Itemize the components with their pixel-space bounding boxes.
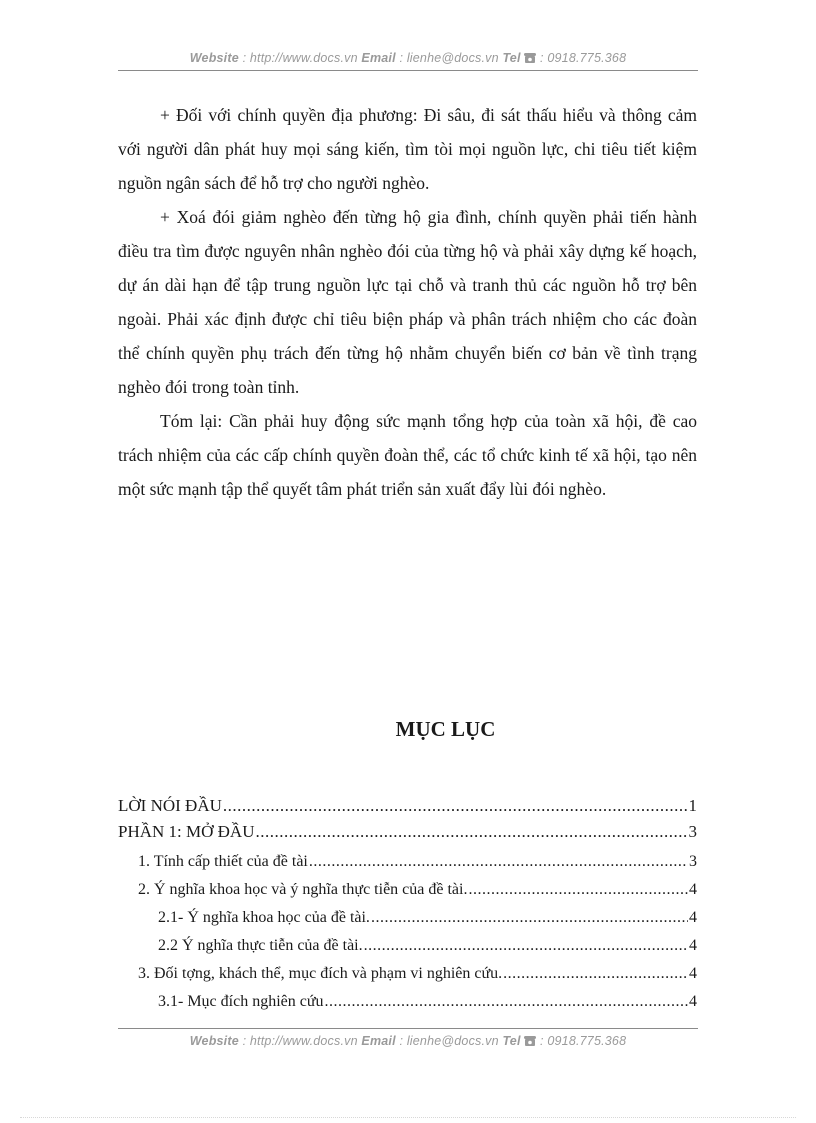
page-footer bbox=[118, 1034, 698, 1050]
phone-icon bbox=[524, 52, 536, 67]
header-rule bbox=[118, 70, 698, 71]
body-text bbox=[118, 98, 697, 506]
header-email-value: : lienhe@docs.vn bbox=[399, 51, 499, 65]
phone-icon bbox=[524, 1035, 536, 1050]
page-header bbox=[118, 51, 698, 67]
toc-entry[interactable] bbox=[118, 904, 697, 932]
footer-website-label: Website bbox=[189, 1034, 239, 1048]
toc-entry-label: 1. Tính cấp thiết của đề tài bbox=[138, 853, 308, 870]
toc-entry[interactable] bbox=[118, 988, 697, 1016]
toc-entry-leader bbox=[468, 876, 688, 904]
footer-tel-value: : 0918.775.368 bbox=[540, 1034, 627, 1048]
toc-entry-page: 4 bbox=[689, 993, 697, 1010]
header-website-label: Website bbox=[189, 51, 239, 65]
toc-entry-label: 2.2 Ý nghĩa thực tiễn của đề tài. bbox=[158, 937, 363, 954]
header-tel-label: Tel bbox=[502, 51, 521, 65]
toc-entry-page: 3 bbox=[689, 853, 697, 870]
toc-entry-label: 2.1- Ý nghĩa khoa học của đề tài. bbox=[158, 909, 370, 926]
toc-entry-leader bbox=[255, 822, 687, 842]
header-tel-value: : 0918.775.368 bbox=[540, 51, 627, 65]
toc-entry-label: 2. Ý nghĩa khoa học và ý nghĩa thực tiễn của đề tài. bbox=[138, 881, 468, 898]
toc-entry-leader bbox=[325, 988, 688, 1016]
toc-entry-page: 4 bbox=[689, 909, 697, 926]
footer-website-url: : http://www.docs.vn bbox=[242, 1034, 358, 1048]
header-email-label: Email bbox=[361, 51, 396, 65]
toc-entry-label: LỜI NÓI ĐẦU bbox=[118, 796, 222, 815]
toc-entry-leader bbox=[371, 904, 688, 932]
toc-entry[interactable] bbox=[118, 822, 697, 848]
header-website-url: : http://www.docs.vn bbox=[242, 51, 358, 65]
toc-entry-leader bbox=[503, 960, 688, 988]
toc-entry-label: 3.1- Mục đích nghiên cứu bbox=[158, 993, 324, 1010]
toc-entry-leader bbox=[223, 796, 688, 816]
toc-entry-label: 3. Đối tợng, khách thể, mục đích và phạm vi nghiên cứu. bbox=[138, 965, 503, 982]
toc-entry-leader bbox=[309, 848, 688, 876]
footer-tel-label: Tel bbox=[502, 1034, 521, 1048]
paragraph-poverty-reduction: + Xoá đói giảm nghèo đến từng hộ gia đình, chính quyền phải tiến hành điều tra tìm được nguyên nhân nghèo đói của từng hộ và phải xây dựng kế hoạch, dự án dài hạn để tập trung nguồn lực tại chỗ và tranh thủ các nguồn hỗ trợ bên ngoài. Phải xác định được chỉ tiêu biện pháp và phân trách nhiệm cho các đoàn thể chính quyền phụ trách đến từng hộ nhằm chuyển biến cơ bản về tình trạng nghèo đói trong toàn tỉnh. bbox=[118, 207, 697, 397]
toc-entry[interactable] bbox=[118, 960, 697, 988]
toc-entry[interactable] bbox=[118, 796, 697, 822]
toc-entry-page: 1 bbox=[688, 796, 697, 815]
toc-entry-page: 4 bbox=[689, 937, 697, 954]
paragraph-conclusion: Tóm lại: Cần phải huy động sức mạnh tổng hợp của toàn xã hội, đề cao trách nhiệm của các cấp chính quyền đoàn thể, các tổ chức kinh tế xã hội, tạo nên một sức mạnh tập thể quyết tâm phát triển sản xuất đẩy lùi đói nghèo. bbox=[118, 411, 697, 499]
table-of-contents bbox=[118, 796, 697, 1016]
page-bottom-divider bbox=[20, 1117, 796, 1118]
paragraph-local-government: + Đối với chính quyền địa phương: Đi sâu, đi sát thấu hiểu và thông cảm với người dân phát huy mọi sáng kiến, tìm tòi mọi nguồn lực, chi tiêu tiết kiệm nguồn ngân sách để hỗ trợ cho người nghèo. bbox=[118, 105, 697, 193]
footer-email-value: : lienhe@docs.vn bbox=[399, 1034, 499, 1048]
toc-entry-page: 3 bbox=[688, 822, 697, 841]
toc-entry-page: 4 bbox=[689, 965, 697, 982]
toc-entry-page: 4 bbox=[689, 881, 697, 898]
footer-email-label: Email bbox=[361, 1034, 396, 1048]
toc-entry[interactable] bbox=[118, 932, 697, 960]
toc-title: MỤC LỤC bbox=[395, 717, 496, 741]
footer-rule bbox=[118, 1028, 698, 1029]
toc-entry[interactable] bbox=[118, 848, 697, 876]
toc-entry-leader bbox=[364, 932, 688, 960]
toc-entry[interactable] bbox=[118, 876, 697, 904]
toc-entry-label: PHẦN 1: MỞ ĐẦU bbox=[118, 822, 255, 841]
